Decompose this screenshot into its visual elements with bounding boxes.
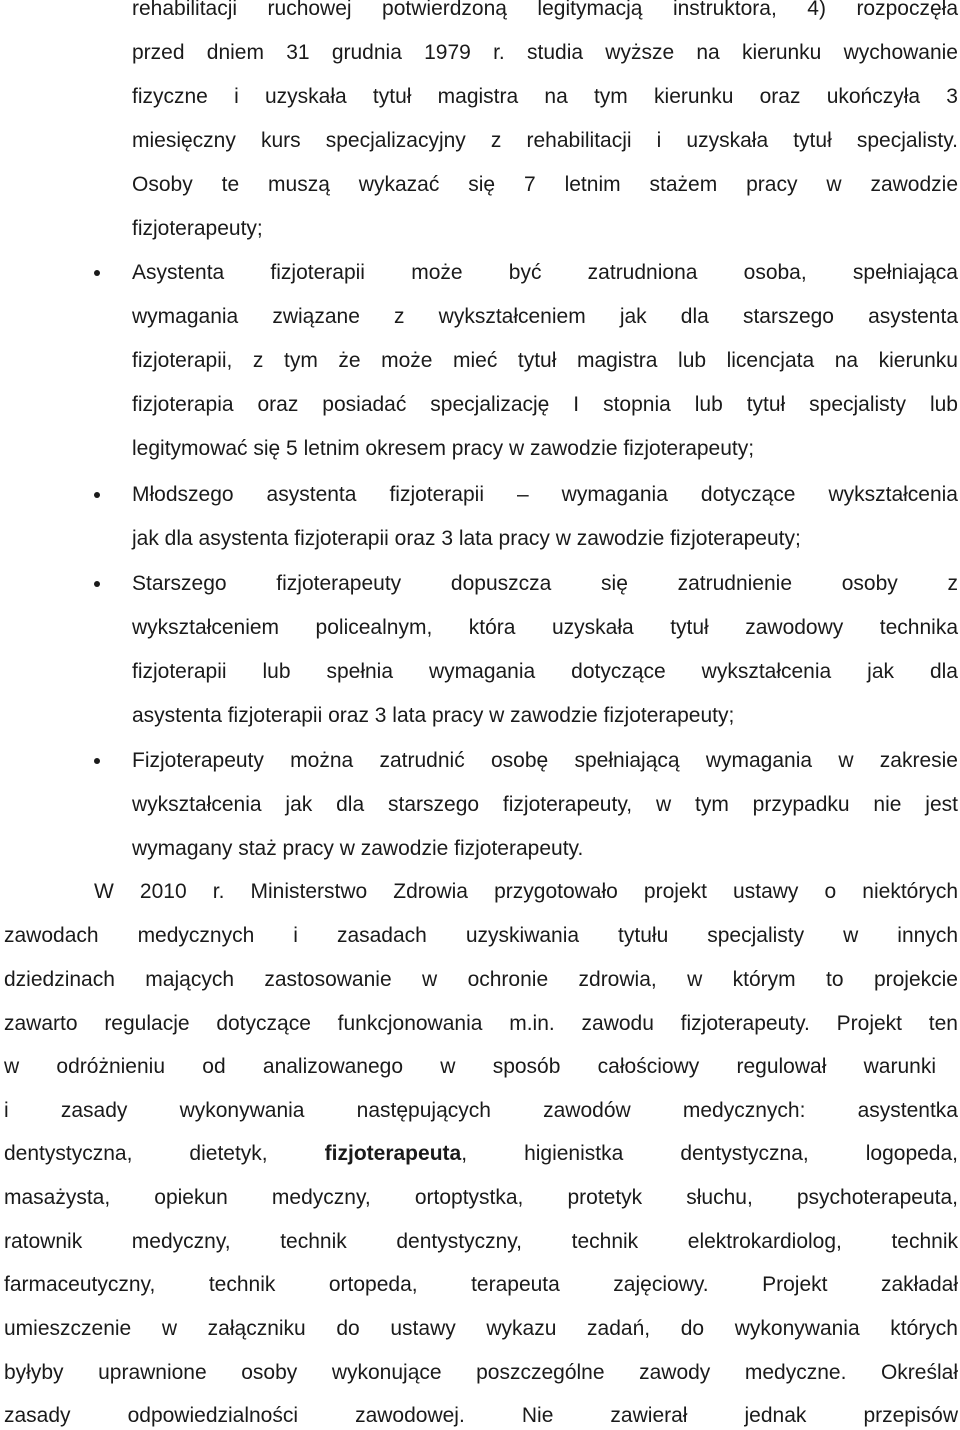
paragraph-line: W 2010 r. Ministerstwo Zdrowia przygotowało projekt ustawy o niektórych bbox=[94, 880, 958, 903]
text-line: rehabilitacji ruchowej potwierdzoną legitymacją instruktora, 4) rozpoczęła bbox=[132, 0, 958, 20]
text-line: miesięczny kurs specjalizacyjny z rehabilitacji i uzyskała tytuł specjalisty. bbox=[132, 129, 958, 152]
text-line: Osoby te muszą wykazać się 7 letnim stażem pracy w zawodzie bbox=[132, 173, 958, 196]
bullet-point bbox=[94, 492, 100, 498]
list-item-line: Asystenta fizjoterapii może być zatrudniona osoba, spełniająca bbox=[132, 261, 958, 284]
list-item-line: Młodszego asystenta fizjoterapii – wymagania dotyczące wykształcenia bbox=[132, 483, 958, 506]
bullet-point bbox=[94, 581, 100, 587]
list-item-line: fizjoterapii lub spełnia wymagania dotyczące wykształcenia jak dla bbox=[132, 660, 958, 683]
paragraph-line: zawodach medycznych i zasadach uzyskiwania tytułu specjalisty w innych bbox=[4, 924, 958, 947]
list-item-line: fizjoterapia oraz posiadać specjalizację I stopnia lub tytuł specjalisty lub bbox=[132, 393, 958, 416]
text-line: przed dniem 31 grudnia 1979 r. studia wyższe na kierunku wychowanie bbox=[132, 41, 958, 64]
list-item-line: asystenta fizjoterapii oraz 3 lata pracy w zawodzie fizjoterapeuty; bbox=[132, 704, 735, 727]
paragraph-line: w odróżnieniu od analizowanego w sposób całościowy regulował warunki bbox=[4, 1055, 936, 1078]
list-item-line: Starszego fizjoterapeuty dopuszcza się zatrudnienie osoby z bbox=[132, 572, 958, 595]
paragraph-line: dziedzinach mających zastosowanie w ochronie zdrowia, w którym to projekcie bbox=[4, 968, 958, 991]
paragraph-line: zawarto regulacje dotyczące funkcjonowania m.in. zawodu fizjoterapeuty. Projekt ten bbox=[4, 1012, 958, 1035]
bold-term: fizjoterapeuta bbox=[324, 1142, 462, 1165]
paragraph-line: zasady odpowiedzialności zawodowej. Nie zawierał jednak przepisów bbox=[4, 1404, 958, 1427]
text-span: dentystyczna, dietetyk, bbox=[4, 1142, 325, 1165]
text-line: fizyczne i uzyskała tytuł magistra na tym kierunku oraz ukończyła 3 bbox=[132, 85, 958, 108]
bullet-point bbox=[94, 270, 100, 276]
list-item-line: wymagany staż pracy w zawodzie fizjoterapeuty. bbox=[132, 837, 584, 860]
list-item-line: legitymować się 5 letnim okresem pracy w zawodzie fizjoterapeuty; bbox=[132, 437, 755, 460]
paragraph-line: farmaceutyczny, technik ortopeda, terapeuta zajęciowy. Projekt zakładał bbox=[4, 1273, 958, 1296]
paragraph-line: masażysta, opiekun medyczny, ortoptystka, protetyk słuchu, psychoterapeuta, bbox=[4, 1186, 958, 1209]
paragraph-line: umieszczenie w załączniku do ustawy wykazu zadań, do wykonywania których bbox=[4, 1317, 958, 1340]
paragraph-line-with-bold bbox=[4, 1141, 958, 1167]
list-item-line: fizjoterapii, z tym że może mieć tytuł magistra lub licencjata na kierunku bbox=[132, 349, 958, 372]
list-item-line: Fizjoterapeuty można zatrudnić osobę spełniającą wymagania w zakresie bbox=[132, 749, 958, 772]
text-line: fizjoterapeuty; bbox=[132, 217, 263, 240]
list-item-line: jak dla asystenta fizjoterapii oraz 3 lata pracy w zawodzie fizjoterapeuty; bbox=[132, 527, 801, 550]
list-item-line: wykształcenia jak dla starszego fizjoterapeuty, w tym przypadku nie jest bbox=[132, 793, 958, 816]
paragraph-line: byłyby uprawnione osoby wykonujące poszczególne zawody medyczne. Określał bbox=[4, 1361, 958, 1384]
paragraph-line: i zasady wykonywania następujących zawodów medycznych: asystentka bbox=[4, 1099, 958, 1122]
paragraph-line: ratownik medyczny, technik dentystyczny, technik elektrokardiolog, technik bbox=[4, 1230, 958, 1253]
list-item-line: wykształceniem policealnym, która uzyskała tytuł zawodowy technika bbox=[132, 616, 958, 639]
bullet-point bbox=[94, 758, 100, 764]
text-span: , higienistka dentystyczna, logopeda, bbox=[461, 1142, 959, 1165]
list-item-line: wymagania związane z wykształceniem jak dla starszego asystenta bbox=[132, 305, 958, 328]
